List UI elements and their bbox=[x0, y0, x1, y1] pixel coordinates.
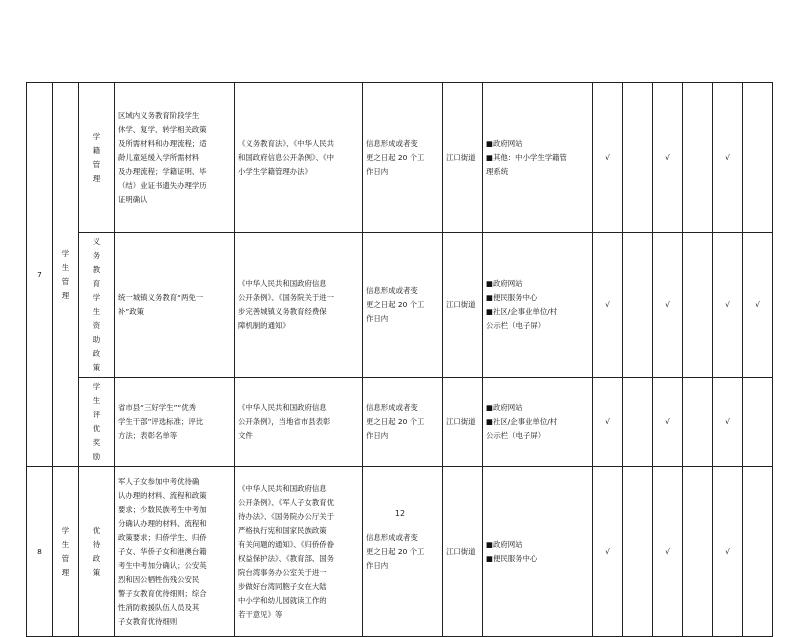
basis-cell bbox=[235, 378, 363, 467]
item-name-cell bbox=[79, 378, 115, 467]
content-line: 龄儿童延缓入学所需材料 bbox=[118, 152, 200, 162]
vertical-text: 优待政策 bbox=[92, 525, 101, 577]
basis-line: 步做好台湾同胞子女在大陆 bbox=[238, 581, 327, 591]
content-line: 烈和因公牺牲伤残公安民 bbox=[118, 574, 200, 584]
basis-line: 《中华人民共和国政府信息 bbox=[238, 403, 327, 412]
check-mark-cell: √ bbox=[713, 467, 743, 637]
vertical-text: 义务教育学生资助政策 bbox=[92, 237, 101, 372]
check-mark-cell: √ bbox=[713, 378, 743, 467]
channel-cell bbox=[483, 467, 593, 637]
check-mark-cell bbox=[743, 378, 773, 467]
content-line: 及所需材料和办理流程；适 bbox=[118, 138, 207, 148]
check-mark-cell: √ bbox=[593, 83, 623, 233]
time-line: 更之日起 20 个工 bbox=[366, 300, 425, 309]
category-cell bbox=[53, 83, 79, 467]
table-row bbox=[27, 83, 773, 233]
time-limit-cell bbox=[363, 233, 443, 378]
basis-line: 障机制的通知》 bbox=[238, 321, 290, 330]
basis-line: 《中华人民共和国政府信息 bbox=[238, 279, 327, 288]
basis-line: 和国政府信息公开条例》、《中 bbox=[238, 152, 335, 162]
vertical-text: 学生评优奖励 bbox=[92, 382, 101, 461]
content-line: 休学、复学、转学相关政策 bbox=[118, 124, 207, 134]
basis-line: 严格执行宪和国家民族政策 bbox=[238, 525, 327, 535]
check-mark-cell bbox=[683, 378, 713, 467]
basis-line: 有关问题的通知》、《归侨侨眷 bbox=[238, 539, 335, 549]
channel-cell bbox=[483, 83, 593, 233]
vertical-text: 学生管理 bbox=[61, 525, 70, 577]
time-line: 作日内 bbox=[366, 166, 389, 176]
basis-cell bbox=[235, 233, 363, 378]
check-mark-cell bbox=[743, 467, 773, 637]
content-line: 性消防救援队伍人员及其 bbox=[118, 602, 200, 612]
time-line: 作日内 bbox=[366, 431, 389, 440]
subject-cell: 江口街道 bbox=[443, 83, 483, 233]
check-mark-cell bbox=[623, 233, 653, 378]
channel-line: ■政府网站 bbox=[486, 403, 523, 412]
basis-line: 待办法》、《国务院办公厅关于 bbox=[238, 511, 335, 521]
basis-line: 小学生学籍管理办法》 bbox=[238, 166, 312, 176]
time-line: 更之日起 20 个工 bbox=[366, 546, 425, 556]
check-mark-cell bbox=[743, 83, 773, 233]
time-line: 信息形成或者变 bbox=[366, 138, 418, 148]
time-line: 信息形成或者变 bbox=[366, 403, 418, 412]
content-line: 子女教育优待细则 bbox=[118, 616, 178, 626]
time-line: 信息形成或者变 bbox=[366, 286, 418, 295]
sequence-number: 7 bbox=[27, 83, 53, 467]
channel-line: ■政府网站 bbox=[486, 279, 523, 288]
channel-cell bbox=[483, 233, 593, 378]
content-line: 考生中考加分确认；公安英 bbox=[118, 560, 207, 570]
content-cell bbox=[115, 233, 235, 378]
time-limit-cell bbox=[363, 83, 443, 233]
check-mark-cell bbox=[683, 233, 713, 378]
vertical-text: 学生管理 bbox=[61, 248, 70, 300]
channel-line: 理系统 bbox=[486, 166, 509, 176]
check-mark-cell: √ bbox=[653, 467, 683, 637]
time-line: 信息形成或者变 bbox=[366, 532, 418, 542]
content-line: 分确认办理的材料、流程和 bbox=[118, 518, 207, 528]
content-line: 区域内义务教育阶段学生 bbox=[118, 110, 200, 120]
content-line: 学生干部”评选标准；评比 bbox=[118, 417, 204, 426]
channel-cell bbox=[483, 378, 593, 467]
subject-cell: 江口街道 bbox=[443, 233, 483, 378]
time-line: 更之日起 20 个工 bbox=[366, 152, 425, 162]
basis-line: 院台湾事务办公室关于进一 bbox=[238, 567, 327, 577]
basis-line: 若干意见》等 bbox=[238, 609, 283, 619]
check-mark-cell bbox=[623, 378, 653, 467]
sequence-number: 8 bbox=[27, 467, 53, 637]
content-line: 统一城镇义务教育“两免一 bbox=[118, 293, 204, 302]
content-line: 警子女教育优待细则；综合 bbox=[118, 588, 207, 598]
basis-cell bbox=[235, 83, 363, 233]
channel-line: ■社区/企事业单位/村 bbox=[486, 307, 558, 316]
check-mark-cell: √ bbox=[593, 378, 623, 467]
channel-line: ■便民服务中心 bbox=[486, 553, 538, 563]
check-mark-cell: √ bbox=[713, 83, 743, 233]
basis-cell bbox=[235, 467, 363, 637]
basis-line: 公开条例》、《国务院关于进一 bbox=[238, 293, 335, 302]
time-line: 作日内 bbox=[366, 314, 389, 323]
basis-line: 《中华人民共和国政府信息 bbox=[238, 483, 327, 493]
check-mark-cell bbox=[683, 83, 713, 233]
content-line: 证明确认 bbox=[118, 194, 148, 204]
disclosure-table bbox=[26, 82, 773, 637]
basis-line: 公开条例》，当地省市县表彰 bbox=[238, 417, 331, 426]
channel-line: 公示栏（电子屏） bbox=[486, 321, 546, 330]
check-mark-cell: √ bbox=[653, 378, 683, 467]
page-number: 12 bbox=[394, 509, 406, 518]
content-line: 军人子女参加中考优待确 bbox=[118, 476, 200, 486]
time-limit-cell bbox=[363, 378, 443, 467]
check-mark-cell: √ bbox=[593, 467, 623, 637]
content-line: 政策要求；归侨学生、归侨 bbox=[118, 532, 207, 542]
channel-line: ■便民服务中心 bbox=[486, 293, 538, 302]
item-name-cell bbox=[79, 233, 115, 378]
time-line: 更之日起 20 个工 bbox=[366, 417, 425, 426]
check-mark-cell bbox=[683, 467, 713, 637]
basis-line: 步完善城镇义务教育经费保 bbox=[238, 307, 327, 316]
subject-cell: 江口街道 bbox=[443, 467, 483, 637]
item-name-cell bbox=[79, 83, 115, 233]
content-line: 方法；表彰名单等 bbox=[118, 431, 178, 440]
table-row bbox=[27, 467, 773, 637]
check-mark-cell: √ bbox=[653, 233, 683, 378]
channel-line: 公示栏（电子屏） bbox=[486, 431, 546, 440]
channel-line: ■政府网站 bbox=[486, 138, 523, 148]
check-mark-cell: √ bbox=[653, 83, 683, 233]
time-line: 作日内 bbox=[366, 560, 389, 570]
vertical-text: 学籍管理 bbox=[92, 131, 101, 183]
content-line: 认办理的材料、流程和政策 bbox=[118, 490, 207, 500]
basis-line: 公开条例》、《军人子女教育优 bbox=[238, 497, 335, 507]
channel-line: ■社区/企事业单位/村 bbox=[486, 417, 558, 426]
basis-line: 中小学和幼儿园就读工作的 bbox=[238, 595, 327, 605]
content-line: 及办理流程；学籍证明、毕 bbox=[118, 166, 207, 176]
content-line: 要求；少数民族考生中考加 bbox=[118, 504, 207, 514]
content-line: 省市县“三好学生”“优秀 bbox=[118, 403, 197, 412]
table-row bbox=[27, 378, 773, 467]
category-cell bbox=[53, 467, 79, 637]
subject-cell: 江口街道 bbox=[443, 378, 483, 467]
check-mark-cell bbox=[623, 83, 653, 233]
basis-line: 权益保护法》、《教育部、国务 bbox=[238, 553, 335, 563]
basis-line: 《义务教育法》、《中华人民共 bbox=[238, 138, 335, 148]
table-row bbox=[27, 233, 773, 378]
check-mark-cell: √ bbox=[593, 233, 623, 378]
check-mark-cell bbox=[623, 467, 653, 637]
channel-line: ■其他：中小学生学籍管 bbox=[486, 152, 567, 162]
check-mark-cell: √ bbox=[713, 233, 743, 378]
check-mark-cell: √ bbox=[743, 233, 773, 378]
content-cell bbox=[115, 467, 235, 637]
content-line: 子女、华侨子女和港澳台籍 bbox=[118, 546, 207, 556]
content-cell bbox=[115, 378, 235, 467]
channel-line: ■政府网站 bbox=[486, 539, 523, 549]
time-limit-cell bbox=[363, 467, 443, 637]
content-line: 补”政策 bbox=[118, 307, 145, 316]
item-name-cell bbox=[79, 467, 115, 637]
content-line: （结）业证书遗失办理学历 bbox=[118, 180, 207, 190]
content-cell bbox=[115, 83, 235, 233]
basis-line: 文件 bbox=[238, 431, 253, 440]
